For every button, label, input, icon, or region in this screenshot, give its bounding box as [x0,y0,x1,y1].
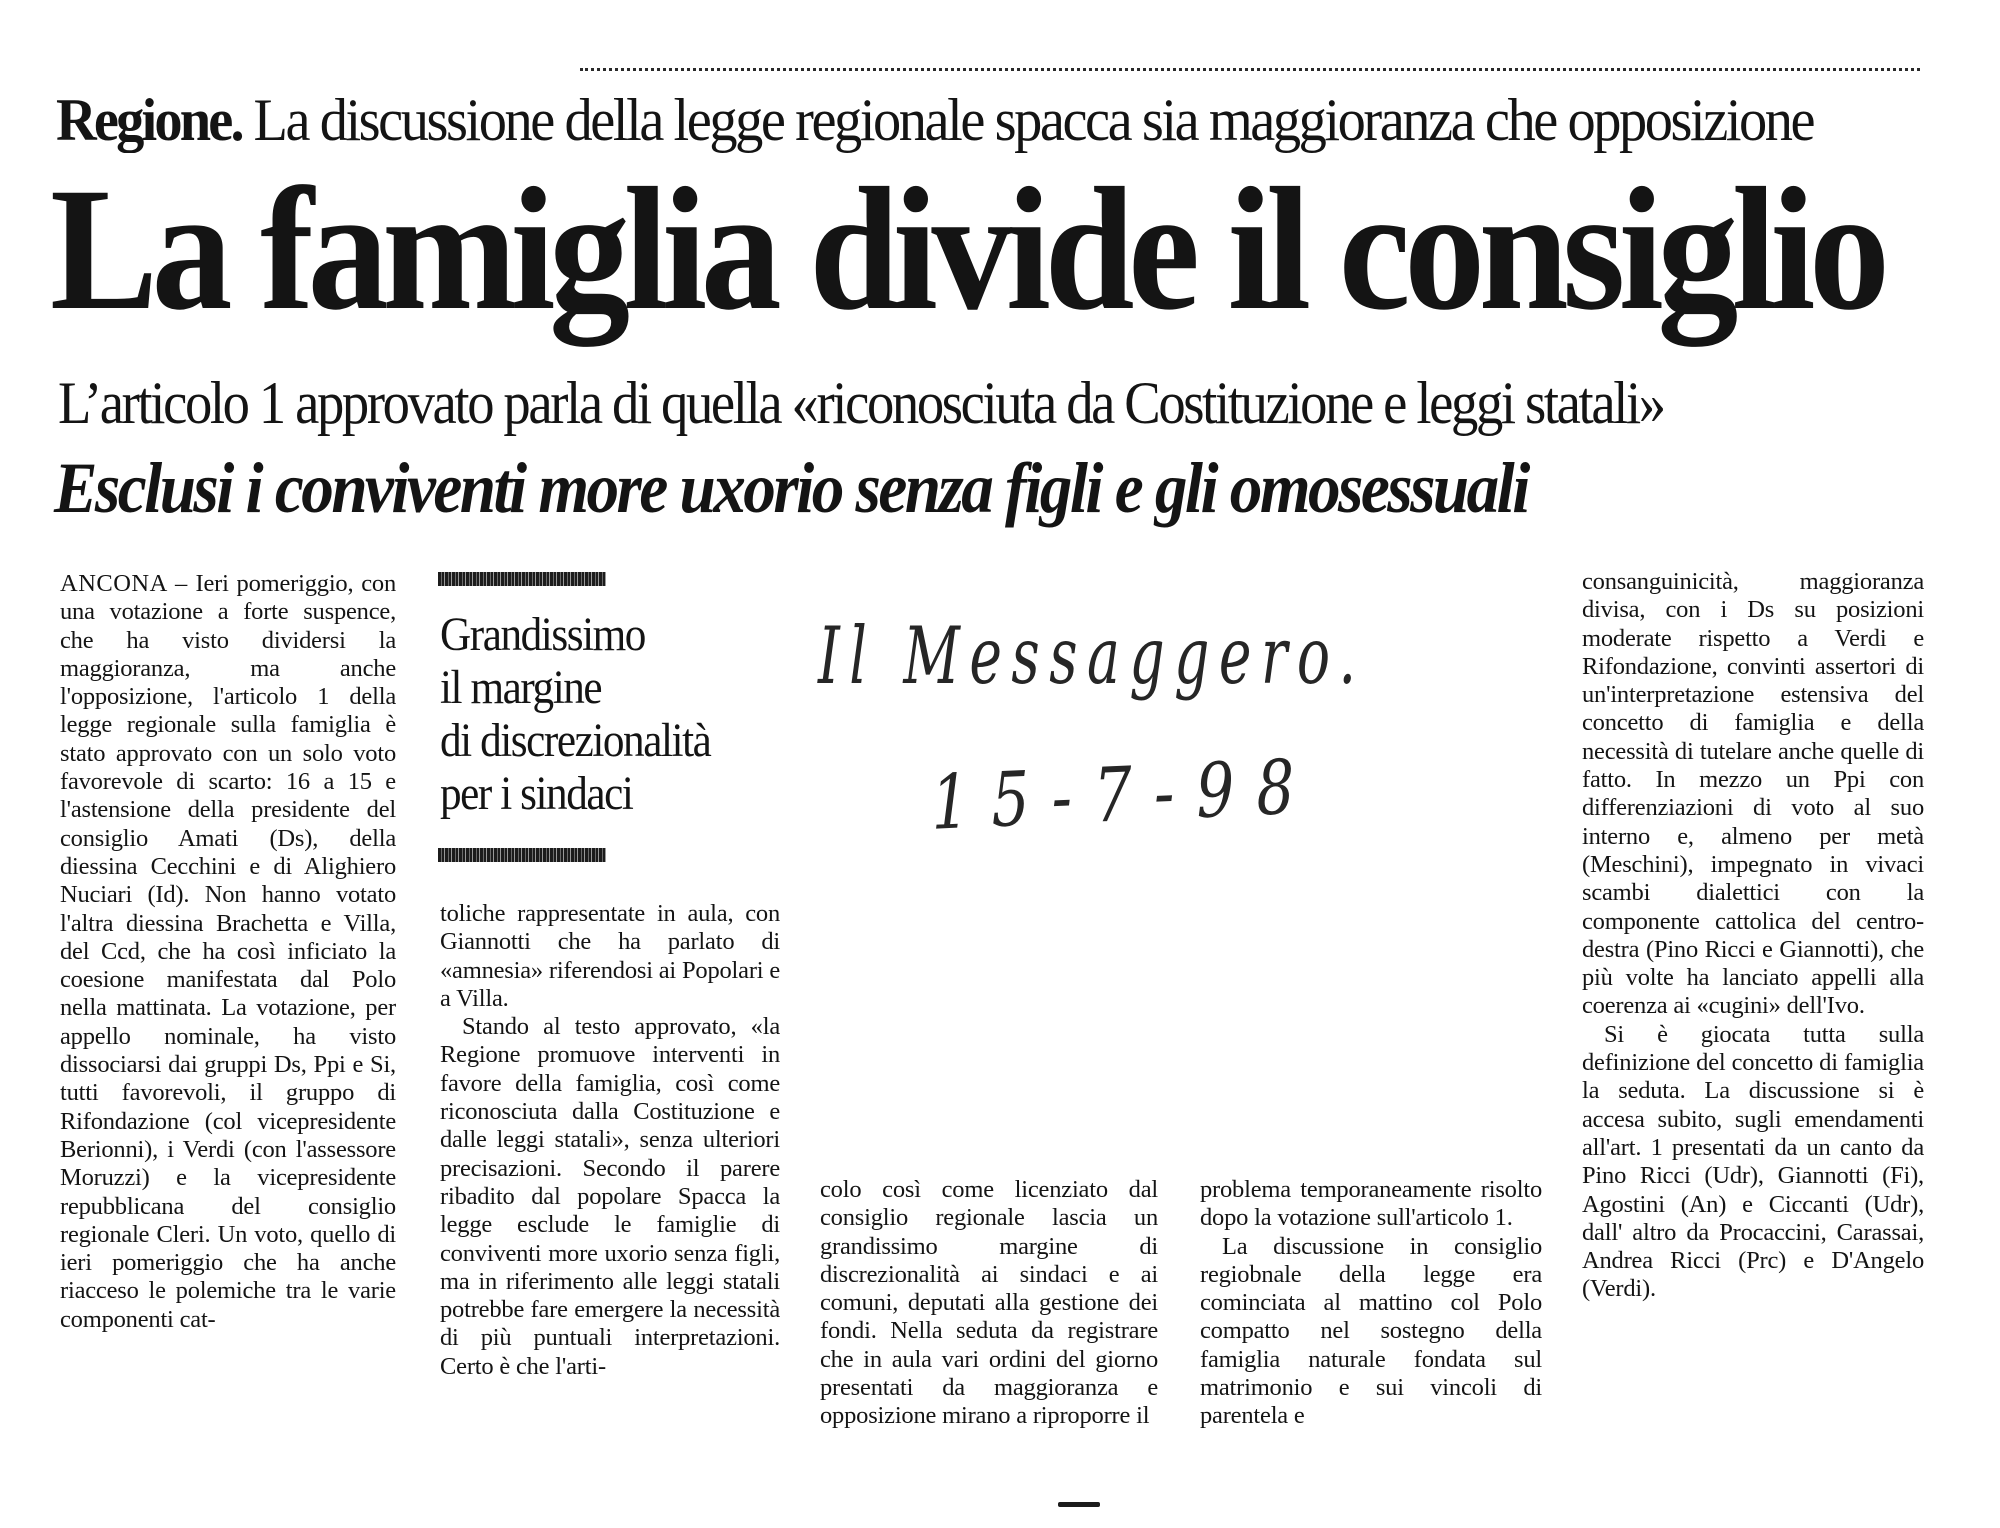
pullquote-line: Grandissimo [440,608,645,661]
pullquote-line: di discrezionalità [440,714,711,767]
dateline: ANCONA – [60,570,188,597]
headline: La famiglia divide il consiglio [50,152,1884,347]
column-4-paragraph-2: La discussione in consiglio regiobnale della legge era cominciata al mattino col Polo compatto nel sostegno della famiglia naturale fondata sul matrimonio e sui vincoli di parentela e [1200,1232,1542,1430]
column-1-text: Ieri pomeriggio, con una votazione a forte suspence, che ha visto dividersi la maggioranza, ma anche l'opposizione, l'articolo 1 della legge regionale sulla famiglia è stato approvato con un solo voto favorevole di scarto: 16 a 15 e l'astensione della presidente del consiglio Amati (Ds), della diessina Cecchini e di Alighiero Nuciari (Id). Non hanno votato l'altra diessina Brachetta e Villa, del Ccd, che ha così inficiato la coesione manifestata dal Polo nella mattinata. La votazione, per appello nominale, ha visto dissociarsi dai gruppi Ds, Ppi e Si, tutti favorevoli, il gruppo di Rifondazione (col vicepresidente Berionni), i Verdi (con l'assessore Moruzzi) e la vicepresidente repubblicana del consiglio regionale Cleri. Un voto, quello di ieri pomeriggio che ha anche riacceso le polemiche tra le varie componenti cat- [60,570,396,1333]
subtitle: L’articolo 1 approvato parla di quella «riconosciuta da Costituzione e leggi statali» [58,370,1664,436]
kicker [56,84,1823,156]
column-1 [60,570,396,1334]
footer-mark [1058,1502,1100,1507]
column-2 [440,900,780,1381]
pullquote-bottom-bar [438,848,606,862]
pullquote-line: il margine [440,661,602,714]
subtitle-secondary: Esclusi i conviventi more uxorio senza figli e gli omosessuali [54,448,1528,528]
handwritten-date: 15-7-98 [930,743,1318,848]
column-5-paragraph-1: consanguinicità, maggioranza divisa, con i Ds su posizioni moderate rispetto a Verdi e Rifondazione, convinti assertori di un'interpretazione estensiva del concetto di famiglia e della necessità di tutelare anche quelle di fatto. In mezzo un Ppi con differenziazioni di voto al suo interno e, almeno per metà (Meschini), impegnato in vivaci scambi dialettici con la componente cattolica del centro-destra (Pino Ricci e Giannotti), che più volte ha lanciato appelli alla coerenza ai «cugini» dell'Ivo. [1582,568,1924,1020]
pullquote [440,608,764,820]
kicker-label: Regione. [56,87,242,153]
column-4-paragraph-1: problema temporaneamente risolto dopo la votazione sull'articolo 1. [1200,1176,1542,1232]
column-5 [1582,568,1924,1304]
column-3-paragraph-1: colo così come licenziato dal consiglio regionale lascia un grandissimo margine di discrezionalità ai sindaci e ai comuni, deputati alla gestione dei fondi. Nella seduta da registrare che in aula vari ordini del giorno presentati da maggioranza e opposizione mirano a riproporre il [820,1176,1158,1430]
pullquote-line: per i sindaci [440,767,633,820]
column-1-paragraph [60,570,396,1334]
column-4 [1200,1176,1542,1431]
column-3 [820,1176,1158,1431]
pullquote-top-bar [438,572,606,586]
kicker-text: La discussione della legge regionale spacca sia maggioranza che opposizione [253,87,1814,153]
column-2-paragraph-2: Stando al testo approvato, «la Regione promuove interventi in favore della famiglia, così come riconosciuta dalla Costituzione e dalle leggi statali», senza ulteriori precisazioni. Secondo il parere ribadito dal popolare Spacca la legge esclude le famiglie di conviventi more uxorio senza figli, ma in riferimento alle leggi statali potrebbe fare emergere la necessità di più puntuali interpretazioni. Certo è che l'arti- [440,1013,780,1380]
top-rule [580,68,1920,71]
handwritten-source: Il Messaggero. [818,610,1366,702]
column-2-paragraph-1: toliche rappresentate in aula, con Giannotti che ha parlato di «amnesia» riferendosi ai Popolari e a Villa. [440,900,780,1012]
column-5-paragraph-2: Si è giocata tutta sulla definizione del concetto di famiglia la seduta. La discussione si è accesa subito, sugli emendamenti all'art. 1 presentati da un canto da Pino Ricci (Udr), Giannotti (Fi), Agostini (An) e Ciccanti (Udr), dall' altro da Procaccini, Carassai, Andrea Ricci (Prc) e D'Angelo (Verdi). [1582,1020,1924,1303]
